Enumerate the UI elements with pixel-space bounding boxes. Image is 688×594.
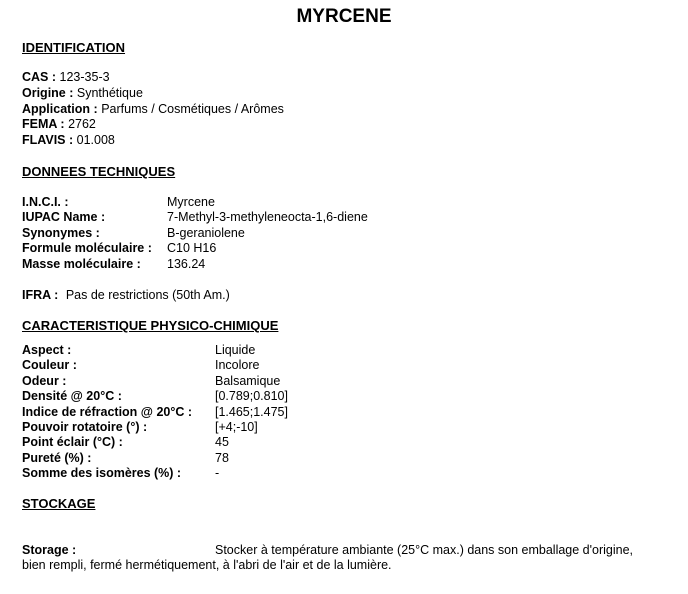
tech-value-formule: C10 H16 bbox=[167, 241, 217, 255]
phys-value-couleur: Incolore bbox=[215, 358, 260, 372]
id-row-application bbox=[22, 102, 284, 116]
tech-label-iupac: IUPAC Name : bbox=[22, 210, 106, 224]
storage-value: Stocker à température ambiante (25°C max.) dans son emballage d'origine, bbox=[215, 543, 634, 557]
phys-label-densite: Densité @ 20°C : bbox=[22, 389, 122, 403]
ifra-label: IFRA : bbox=[22, 288, 59, 302]
phys-value-isomeres: - bbox=[215, 466, 220, 480]
phys-value-eclair: 45 bbox=[215, 435, 229, 449]
ifra-row bbox=[22, 288, 230, 302]
id-value: 2762 bbox=[68, 117, 96, 131]
id-label: Origine : bbox=[22, 86, 74, 100]
tech-label-masse: Masse moléculaire : bbox=[22, 257, 141, 271]
storage-continuation: bien rempli, fermé hermétiquement, à l'abri de l'air et de la lumière. bbox=[22, 558, 392, 572]
phys-value-refraction: [1.465;1.475] bbox=[215, 405, 288, 419]
id-row-fema bbox=[22, 117, 96, 131]
id-row-flavis bbox=[22, 133, 115, 147]
phys-label-purete: Pureté (%) : bbox=[22, 451, 92, 465]
phys-value-odeur: Balsamique bbox=[215, 374, 281, 388]
id-value: Synthétique bbox=[76, 86, 143, 100]
phys-label-odeur: Odeur : bbox=[22, 374, 67, 388]
section-identification-heading: IDENTIFICATION bbox=[22, 40, 126, 55]
section-donnees-heading: DONNEES TECHNIQUES bbox=[22, 164, 176, 179]
tech-label-inci: I.N.C.I. : bbox=[22, 195, 69, 209]
phys-label-rotatoire: Pouvoir rotatoire (°) : bbox=[22, 420, 148, 434]
phys-value-purete: 78 bbox=[215, 451, 229, 465]
id-label: CAS : bbox=[22, 70, 57, 84]
id-value: Parfums / Cosmétiques / Arômes bbox=[101, 102, 284, 116]
section-stockage-heading: STOCKAGE bbox=[22, 496, 96, 511]
id-row-cas bbox=[22, 70, 110, 84]
page-title: MYRCENE bbox=[296, 6, 392, 27]
phys-label-isomeres: Somme des isomères (%) : bbox=[22, 466, 182, 480]
phys-value-densite: [0.789;0.810] bbox=[215, 389, 288, 403]
phys-value-rotatoire: [+4;-10] bbox=[215, 420, 258, 434]
ifra-value: Pas de restrictions (50th Am.) bbox=[65, 288, 230, 302]
tech-value-iupac: 7-Methyl-3-methyleneocta-1,6-diene bbox=[167, 210, 368, 224]
tech-value-inci: Myrcene bbox=[167, 195, 215, 209]
tech-label-formule: Formule moléculaire : bbox=[22, 241, 152, 255]
id-label: FEMA : bbox=[22, 117, 65, 131]
tech-label-synonymes: Synonymes : bbox=[22, 226, 100, 240]
id-label: Application : bbox=[22, 102, 98, 116]
id-label: FLAVIS : bbox=[22, 133, 74, 147]
phys-value-aspect: Liquide bbox=[215, 343, 256, 357]
phys-label-couleur: Couleur : bbox=[22, 358, 77, 372]
section-physico-heading: CARACTERISTIQUE PHYSICO-CHIMIQUE bbox=[22, 318, 279, 333]
storage-label: Storage : bbox=[22, 543, 77, 557]
phys-label-refraction: Indice de réfraction @ 20°C : bbox=[22, 405, 193, 419]
tech-value-masse: 136.24 bbox=[167, 257, 206, 271]
id-value: 01.008 bbox=[76, 133, 115, 147]
id-value: 123-35-3 bbox=[59, 70, 110, 84]
id-row-origine bbox=[22, 86, 143, 100]
phys-label-aspect: Aspect : bbox=[22, 343, 72, 357]
tech-value-synonymes: B-geraniolene bbox=[167, 226, 245, 240]
phys-label-eclair: Point éclair (°C) : bbox=[22, 435, 123, 449]
